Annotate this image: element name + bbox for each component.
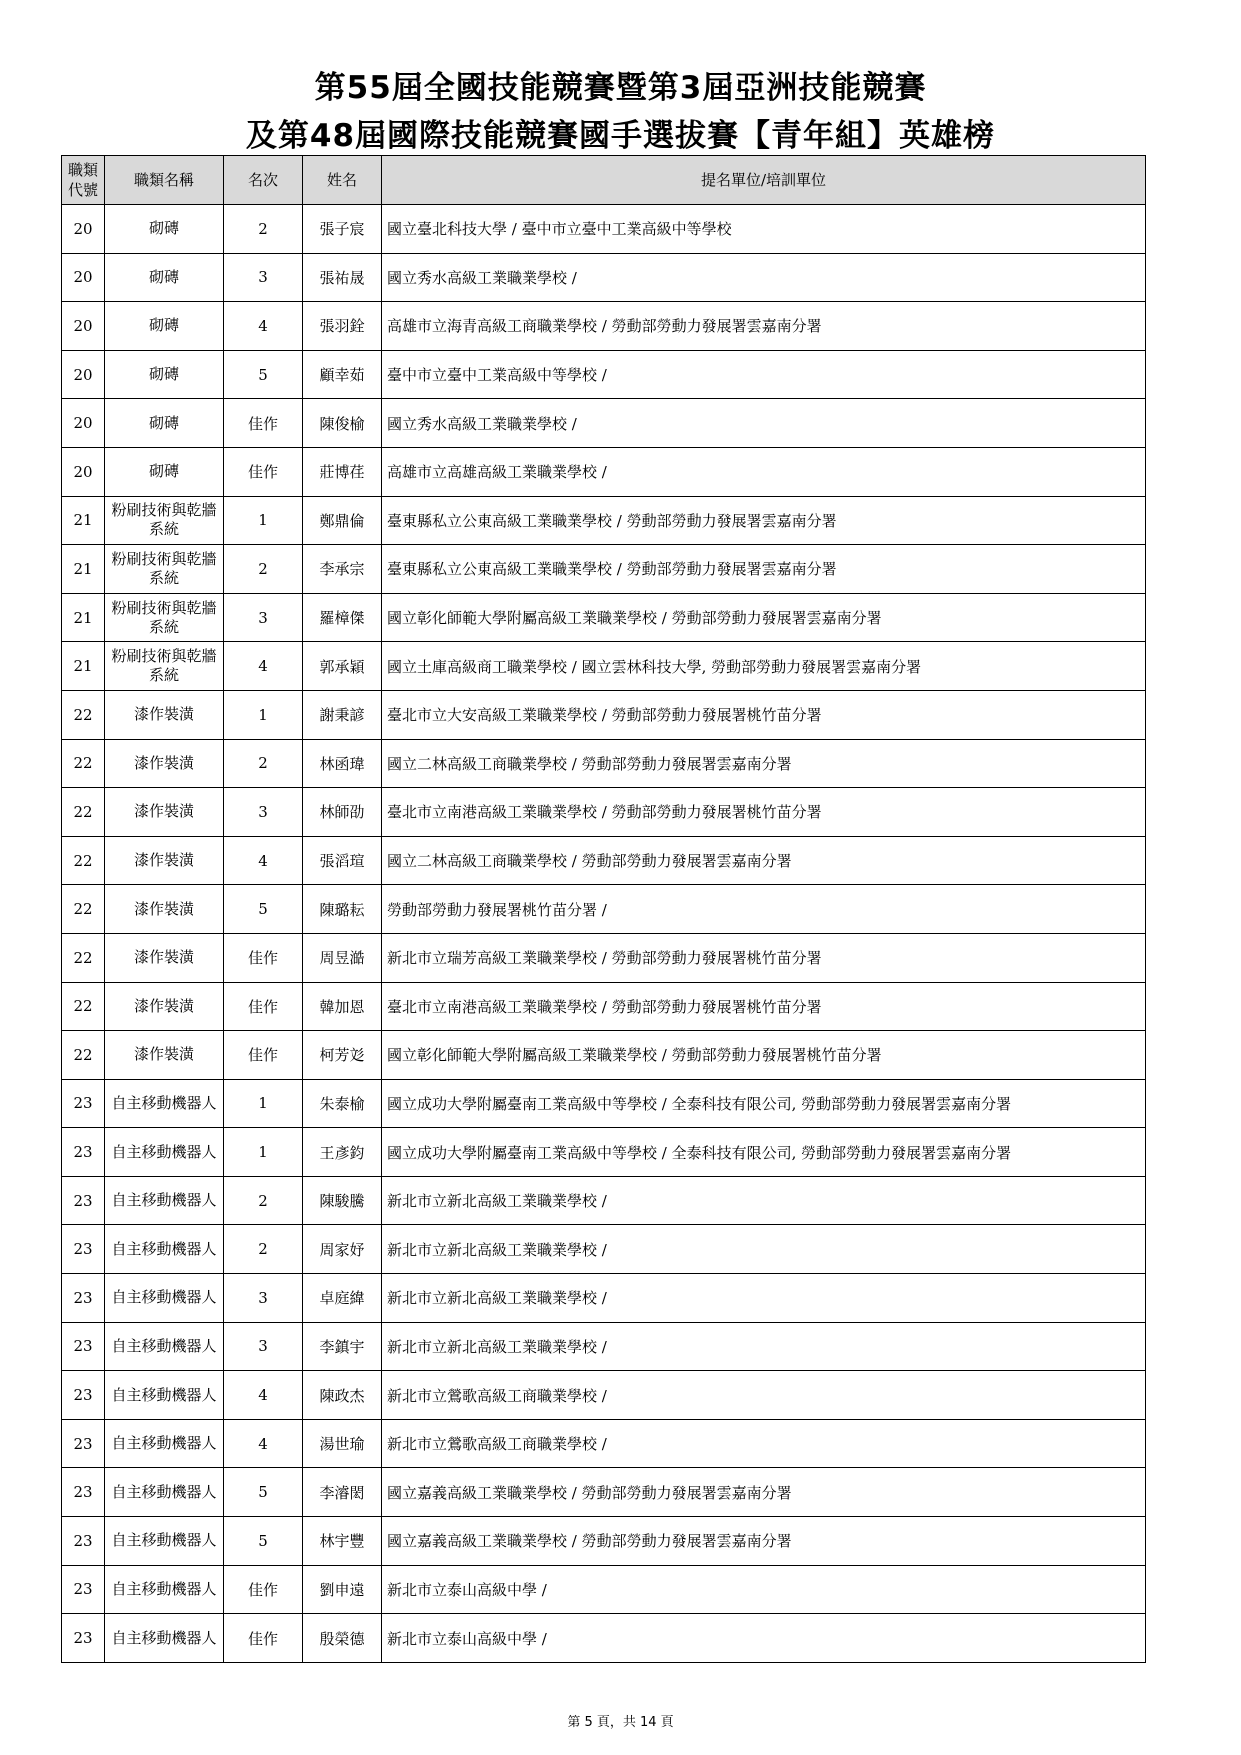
table-row xyxy=(62,1419,1146,1468)
cell-units: 新北市立新北高級工業職業學校 / xyxy=(382,1225,1146,1274)
cell-rank: 佳作 xyxy=(224,1565,303,1614)
cell-rank: 1 xyxy=(224,1128,303,1177)
header-units: 提名單位/培訓單位 xyxy=(382,156,1146,205)
cell-category-name: 自主移動機器人 xyxy=(105,1419,224,1468)
table-row xyxy=(62,1565,1146,1614)
table-row xyxy=(62,1322,1146,1371)
table-row xyxy=(62,982,1146,1031)
cell-units: 國立土庫高級商工職業學校 / 國立雲林科技大學, 勞動部勞動力發展署雲嘉南分署 xyxy=(382,642,1146,691)
cell-category-name: 砌磚 xyxy=(105,253,224,302)
cell-category-name: 粉刷技術與乾牆系統 xyxy=(105,593,224,642)
header-rank: 名次 xyxy=(224,156,303,205)
table-row xyxy=(62,1274,1146,1323)
cell-code: 21 xyxy=(62,593,105,642)
table-row xyxy=(62,933,1146,982)
cell-units: 國立秀水高級工業職業學校 / xyxy=(382,253,1146,302)
cell-person-name: 殷榮德 xyxy=(303,1614,382,1663)
table-row xyxy=(62,836,1146,885)
header-code: 職類代號 xyxy=(62,156,105,205)
cell-category-name: 砌磚 xyxy=(105,205,224,254)
cell-rank: 佳作 xyxy=(224,399,303,448)
cell-code: 23 xyxy=(62,1468,105,1517)
cell-category-name: 自主移動機器人 xyxy=(105,1565,224,1614)
cell-category-name: 漆作裝潢 xyxy=(105,885,224,934)
cell-person-name: 顧幸茹 xyxy=(303,350,382,399)
cell-person-name: 李鎮宇 xyxy=(303,1322,382,1371)
table-row xyxy=(62,1128,1146,1177)
cell-units: 國立二林高級工商職業學校 / 勞動部勞動力發展署雲嘉南分署 xyxy=(382,836,1146,885)
cell-person-name: 羅樟傑 xyxy=(303,593,382,642)
cell-rank: 佳作 xyxy=(224,1614,303,1663)
header-category-name: 職類名稱 xyxy=(105,156,224,205)
cell-rank: 佳作 xyxy=(224,933,303,982)
table-row xyxy=(62,1225,1146,1274)
table-row xyxy=(62,885,1146,934)
results-table xyxy=(61,155,1146,1663)
cell-rank: 3 xyxy=(224,593,303,642)
table-row xyxy=(62,1176,1146,1225)
cell-category-name: 自主移動機器人 xyxy=(105,1614,224,1663)
cell-person-name: 周家妤 xyxy=(303,1225,382,1274)
cell-person-name: 郭承穎 xyxy=(303,642,382,691)
cell-code: 23 xyxy=(62,1565,105,1614)
cell-code: 22 xyxy=(62,739,105,788)
cell-units: 臺北市立南港高級工業職業學校 / 勞動部勞動力發展署桃竹苗分署 xyxy=(382,982,1146,1031)
cell-category-name: 自主移動機器人 xyxy=(105,1225,224,1274)
cell-units: 新北市立鶯歌高級工商職業學校 / xyxy=(382,1371,1146,1420)
cell-units: 國立成功大學附屬臺南工業高級中等學校 / 全泰科技有限公司, 勞動部勞動力發展署雲嘉南分署 xyxy=(382,1079,1146,1128)
cell-code: 22 xyxy=(62,836,105,885)
cell-person-name: 王彥鈞 xyxy=(303,1128,382,1177)
cell-category-name: 自主移動機器人 xyxy=(105,1079,224,1128)
table-row xyxy=(62,1079,1146,1128)
table-row xyxy=(62,350,1146,399)
cell-rank: 1 xyxy=(224,496,303,545)
cell-person-name: 張羽銓 xyxy=(303,302,382,351)
cell-person-name: 林師劭 xyxy=(303,788,382,837)
cell-units: 新北市立新北高級工業職業學校 / xyxy=(382,1274,1146,1323)
cell-code: 22 xyxy=(62,933,105,982)
cell-category-name: 自主移動機器人 xyxy=(105,1274,224,1323)
cell-rank: 4 xyxy=(224,836,303,885)
cell-person-name: 謝秉諺 xyxy=(303,690,382,739)
table-row xyxy=(62,545,1146,594)
cell-category-name: 漆作裝潢 xyxy=(105,933,224,982)
cell-person-name: 陳駿騰 xyxy=(303,1176,382,1225)
cell-units: 新北市立瑞芳高級工業職業學校 / 勞動部勞動力發展署桃竹苗分署 xyxy=(382,933,1146,982)
cell-category-name: 自主移動機器人 xyxy=(105,1176,224,1225)
cell-units: 國立彰化師範大學附屬高級工業職業學校 / 勞動部勞動力發展署雲嘉南分署 xyxy=(382,593,1146,642)
document-title-line1: 第55屆全國技能競賽暨第3屆亞洲技能競賽 xyxy=(314,70,927,106)
cell-category-name: 自主移動機器人 xyxy=(105,1128,224,1177)
cell-rank: 1 xyxy=(224,690,303,739)
cell-units: 勞動部勞動力發展署桃竹苗分署 / xyxy=(382,885,1146,934)
cell-rank: 2 xyxy=(224,1176,303,1225)
cell-rank: 3 xyxy=(224,253,303,302)
cell-rank: 1 xyxy=(224,1079,303,1128)
cell-units: 臺中市立臺中工業高級中等學校 / xyxy=(382,350,1146,399)
cell-category-name: 粉刷技術與乾牆系統 xyxy=(105,545,224,594)
cell-category-name: 漆作裝潢 xyxy=(105,982,224,1031)
table-row xyxy=(62,447,1146,496)
document-title-line2: 及第48屆國際技能競賽國手選拔賽【青年組】英雄榜 xyxy=(245,118,996,154)
cell-units: 新北市立新北高級工業職業學校 / xyxy=(382,1176,1146,1225)
cell-rank: 5 xyxy=(224,885,303,934)
cell-person-name: 陳俊榆 xyxy=(303,399,382,448)
cell-units: 新北市立泰山高級中學 / xyxy=(382,1565,1146,1614)
cell-person-name: 湯世瑜 xyxy=(303,1419,382,1468)
cell-rank: 佳作 xyxy=(224,1031,303,1080)
cell-person-name: 張滔瑄 xyxy=(303,836,382,885)
cell-units: 國立嘉義高級工業職業學校 / 勞動部勞動力發展署雲嘉南分署 xyxy=(382,1517,1146,1566)
table-row xyxy=(62,1614,1146,1663)
table-body xyxy=(62,205,1146,1663)
cell-category-name: 自主移動機器人 xyxy=(105,1517,224,1566)
cell-units: 國立二林高級工商職業學校 / 勞動部勞動力發展署雲嘉南分署 xyxy=(382,739,1146,788)
cell-code: 20 xyxy=(62,205,105,254)
cell-code: 20 xyxy=(62,447,105,496)
table-row xyxy=(62,642,1146,691)
cell-rank: 3 xyxy=(224,1274,303,1323)
cell-rank: 2 xyxy=(224,205,303,254)
page-number: 第 5 頁，共 14 頁 xyxy=(567,1715,674,1730)
cell-person-name: 韓加恩 xyxy=(303,982,382,1031)
cell-rank: 5 xyxy=(224,350,303,399)
cell-units: 國立嘉義高級工業職業學校 / 勞動部勞動力發展署雲嘉南分署 xyxy=(382,1468,1146,1517)
cell-category-name: 粉刷技術與乾牆系統 xyxy=(105,496,224,545)
table-row xyxy=(62,1371,1146,1420)
cell-person-name: 莊博荏 xyxy=(303,447,382,496)
cell-code: 20 xyxy=(62,350,105,399)
header-person-name: 姓名 xyxy=(303,156,382,205)
cell-category-name: 粉刷技術與乾牆系統 xyxy=(105,642,224,691)
cell-units: 國立臺北科技大學 / 臺中市立臺中工業高級中等學校 xyxy=(382,205,1146,254)
cell-category-name: 漆作裝潢 xyxy=(105,1031,224,1080)
cell-code: 23 xyxy=(62,1419,105,1468)
cell-code: 20 xyxy=(62,253,105,302)
cell-person-name: 陳政杰 xyxy=(303,1371,382,1420)
cell-rank: 4 xyxy=(224,1371,303,1420)
cell-rank: 佳作 xyxy=(224,982,303,1031)
cell-units: 臺北市立南港高級工業職業學校 / 勞動部勞動力發展署桃竹苗分署 xyxy=(382,788,1146,837)
cell-person-name: 周昱澔 xyxy=(303,933,382,982)
cell-rank: 3 xyxy=(224,788,303,837)
table-row xyxy=(62,1517,1146,1566)
cell-category-name: 漆作裝潢 xyxy=(105,690,224,739)
cell-units: 高雄市立海青高級工商職業學校 / 勞動部勞動力發展署雲嘉南分署 xyxy=(382,302,1146,351)
cell-category-name: 漆作裝潢 xyxy=(105,739,224,788)
cell-category-name: 砌磚 xyxy=(105,447,224,496)
cell-rank: 4 xyxy=(224,302,303,351)
cell-units: 新北市立鶯歌高級工商職業學校 / xyxy=(382,1419,1146,1468)
cell-code: 23 xyxy=(62,1274,105,1323)
cell-category-name: 自主移動機器人 xyxy=(105,1468,224,1517)
cell-rank: 4 xyxy=(224,642,303,691)
cell-person-name: 林宇豐 xyxy=(303,1517,382,1566)
table-row xyxy=(62,1468,1146,1517)
cell-person-name: 劉申遠 xyxy=(303,1565,382,1614)
cell-rank: 2 xyxy=(224,739,303,788)
cell-code: 22 xyxy=(62,982,105,1031)
table-row xyxy=(62,205,1146,254)
cell-category-name: 自主移動機器人 xyxy=(105,1322,224,1371)
cell-units: 新北市立泰山高級中學 / xyxy=(382,1614,1146,1663)
table-row xyxy=(62,496,1146,545)
cell-code: 20 xyxy=(62,302,105,351)
cell-rank: 2 xyxy=(224,545,303,594)
cell-code: 20 xyxy=(62,399,105,448)
cell-person-name: 鄭鼎倫 xyxy=(303,496,382,545)
cell-code: 22 xyxy=(62,1031,105,1080)
cell-code: 21 xyxy=(62,496,105,545)
table-row xyxy=(62,788,1146,837)
cell-rank: 5 xyxy=(224,1517,303,1566)
cell-units: 高雄市立高雄高級工業職業學校 / xyxy=(382,447,1146,496)
cell-person-name: 李承宗 xyxy=(303,545,382,594)
cell-category-name: 砌磚 xyxy=(105,350,224,399)
cell-code: 22 xyxy=(62,885,105,934)
cell-units: 新北市立新北高級工業職業學校 / xyxy=(382,1322,1146,1371)
cell-category-name: 自主移動機器人 xyxy=(105,1371,224,1420)
cell-person-name: 卓庭緯 xyxy=(303,1274,382,1323)
cell-rank: 5 xyxy=(224,1468,303,1517)
cell-category-name: 砌磚 xyxy=(105,302,224,351)
cell-code: 23 xyxy=(62,1225,105,1274)
cell-person-name: 張子宸 xyxy=(303,205,382,254)
cell-code: 21 xyxy=(62,545,105,594)
cell-rank: 4 xyxy=(224,1419,303,1468)
table-row xyxy=(62,739,1146,788)
cell-units: 國立彰化師範大學附屬高級工業職業學校 / 勞動部勞動力發展署桃竹苗分署 xyxy=(382,1031,1146,1080)
cell-units: 臺東縣私立公東高級工業職業學校 / 勞動部勞動力發展署雲嘉南分署 xyxy=(382,545,1146,594)
cell-person-name: 柯芳彣 xyxy=(303,1031,382,1080)
table-row xyxy=(62,1031,1146,1080)
cell-units: 臺北市立大安高級工業職業學校 / 勞動部勞動力發展署桃竹苗分署 xyxy=(382,690,1146,739)
cell-code: 23 xyxy=(62,1371,105,1420)
cell-person-name: 林函瑋 xyxy=(303,739,382,788)
cell-category-name: 砌磚 xyxy=(105,399,224,448)
cell-category-name: 漆作裝潢 xyxy=(105,788,224,837)
cell-code: 23 xyxy=(62,1079,105,1128)
table-row xyxy=(62,690,1146,739)
table-header-row xyxy=(62,156,1146,205)
cell-code: 22 xyxy=(62,788,105,837)
cell-person-name: 李濬閎 xyxy=(303,1468,382,1517)
cell-person-name: 朱泰榆 xyxy=(303,1079,382,1128)
cell-code: 23 xyxy=(62,1517,105,1566)
cell-units: 國立秀水高級工業職業學校 / xyxy=(382,399,1146,448)
cell-rank: 佳作 xyxy=(224,447,303,496)
table-row xyxy=(62,253,1146,302)
cell-code: 23 xyxy=(62,1322,105,1371)
cell-person-name: 陳璐耘 xyxy=(303,885,382,934)
cell-units: 國立成功大學附屬臺南工業高級中等學校 / 全泰科技有限公司, 勞動部勞動力發展署雲嘉南分署 xyxy=(382,1128,1146,1177)
cell-rank: 3 xyxy=(224,1322,303,1371)
cell-code: 22 xyxy=(62,690,105,739)
cell-person-name: 張祐晟 xyxy=(303,253,382,302)
table-row xyxy=(62,302,1146,351)
cell-rank: 2 xyxy=(224,1225,303,1274)
cell-code: 21 xyxy=(62,642,105,691)
cell-units: 臺東縣私立公東高級工業職業學校 / 勞動部勞動力發展署雲嘉南分署 xyxy=(382,496,1146,545)
table-row xyxy=(62,593,1146,642)
cell-code: 23 xyxy=(62,1128,105,1177)
cell-code: 23 xyxy=(62,1176,105,1225)
table-row xyxy=(62,399,1146,448)
cell-category-name: 漆作裝潢 xyxy=(105,836,224,885)
cell-code: 23 xyxy=(62,1614,105,1663)
